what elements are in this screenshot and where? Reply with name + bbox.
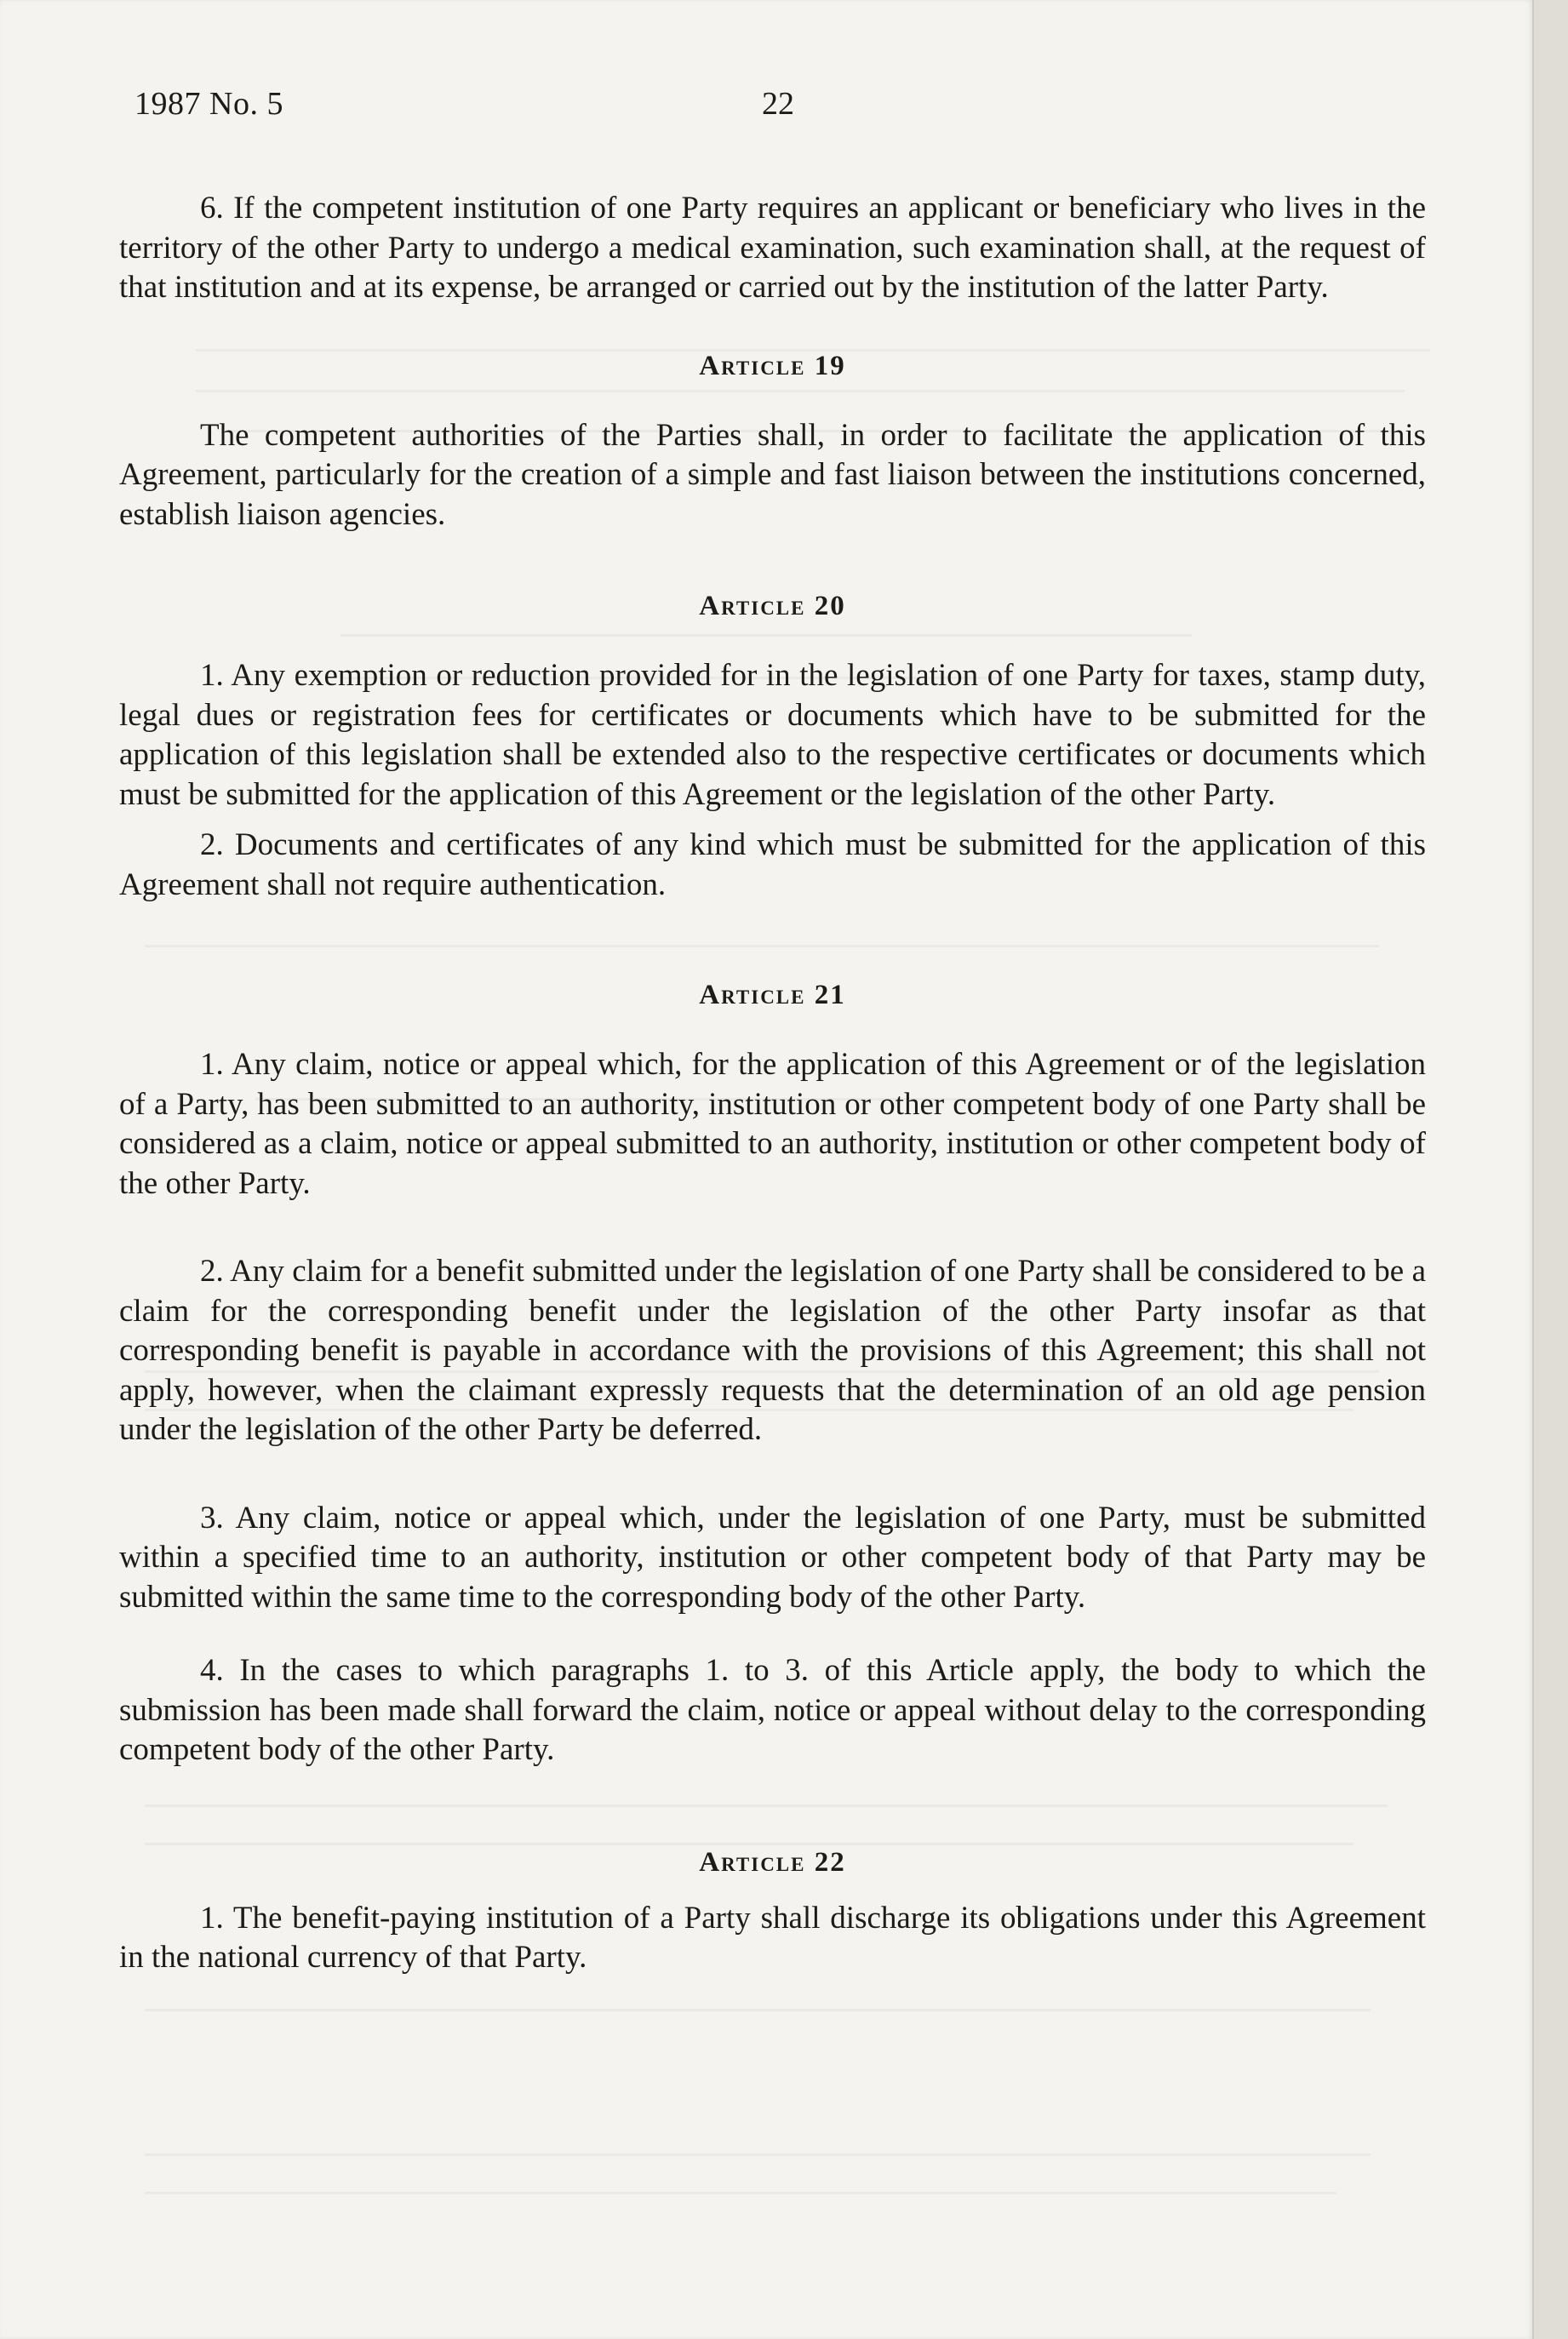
paragraph-article20-1: 1. Any exemption or reduction provided for in the legislation of one Party for taxes, stamp duty, legal dues or registration fees for certificates or documents which have to be submitted for the application of this legislation shall be extended also to the respective certificates or documents which must be submitted for the application of this Agreement or the legislation of the other Party. — [119, 658, 1426, 812]
heading-article-21: Article 21 — [699, 980, 846, 1010]
paragraph-article21-3: 3. Any claim, notice or appeal which, under the legislation of one Party, must be submitted within a specified time to an authority, institution or other competent body of that Party may be submitted within the same time to the corresponding body of the other Party. — [119, 1500, 1426, 1615]
paragraph-article21-4: 4. In the cases to which paragraphs 1. to 3. of this Article apply, the body to which the submission has been made shall forward the claim, notice or appeal without delay to the corresponding competent body of the other Party. — [119, 1653, 1426, 1767]
page-number: 22 — [762, 86, 794, 122]
paragraph-article21-1: 1. Any claim, notice or appeal which, for the application of this Agreement or of the legislation of a Party, has been submitted to an authority, institution or other competent body of one Party shall be considered as a claim, notice or appeal submitted to an authority, institution or other competent body of the other Party. — [119, 1047, 1426, 1201]
paragraph-article21-2: 2. Any claim for a benefit submitted under the legislation of one Party shall be considered to be a claim for the corresponding benefit under the legislation of the other Party insofar as that corresponding benefit is payable in accordance with the provisions of this Agreement; this shall not apply, however, when the claimant expressly requests that the determination of an old age pension under the legislation of the other Party be deferred. — [119, 1254, 1426, 1447]
heading-article-22: Article 22 — [699, 1846, 846, 1878]
paragraph-article18-6: 6. If the competent institution of one Party requires an applicant or beneficiary who lives in the territory of the other Party to undergo a medical examination, such examination shall, at the request of that institution and at its expense, be arranged or carried out by the institution of the latter Party. — [119, 191, 1426, 305]
running-head: 1987 No. 5 — [134, 86, 283, 122]
document-body — [119, 189, 1426, 1978]
heading-article-20: Article 20 — [699, 591, 846, 621]
paragraph-article20-2: 2. Documents and certificates of any kind which must be submitted for the application of this Agreement shall not require authentication. — [119, 827, 1426, 902]
heading-article-19: Article 19 — [699, 350, 846, 381]
page-edge — [1532, 0, 1568, 2339]
paragraph-article19: The competent authorities of the Parties shall, in order to facilitate the application of this Agreement, particularly for the creation of a simple and fast liaison between the institutions concerned, establish liaison agencies. — [119, 417, 1426, 532]
paragraph-article22-1: 1. The benefit-paying institution of a Party shall discharge its obligations under this Agreement in the national currency of that Party. — [119, 1900, 1426, 1975]
